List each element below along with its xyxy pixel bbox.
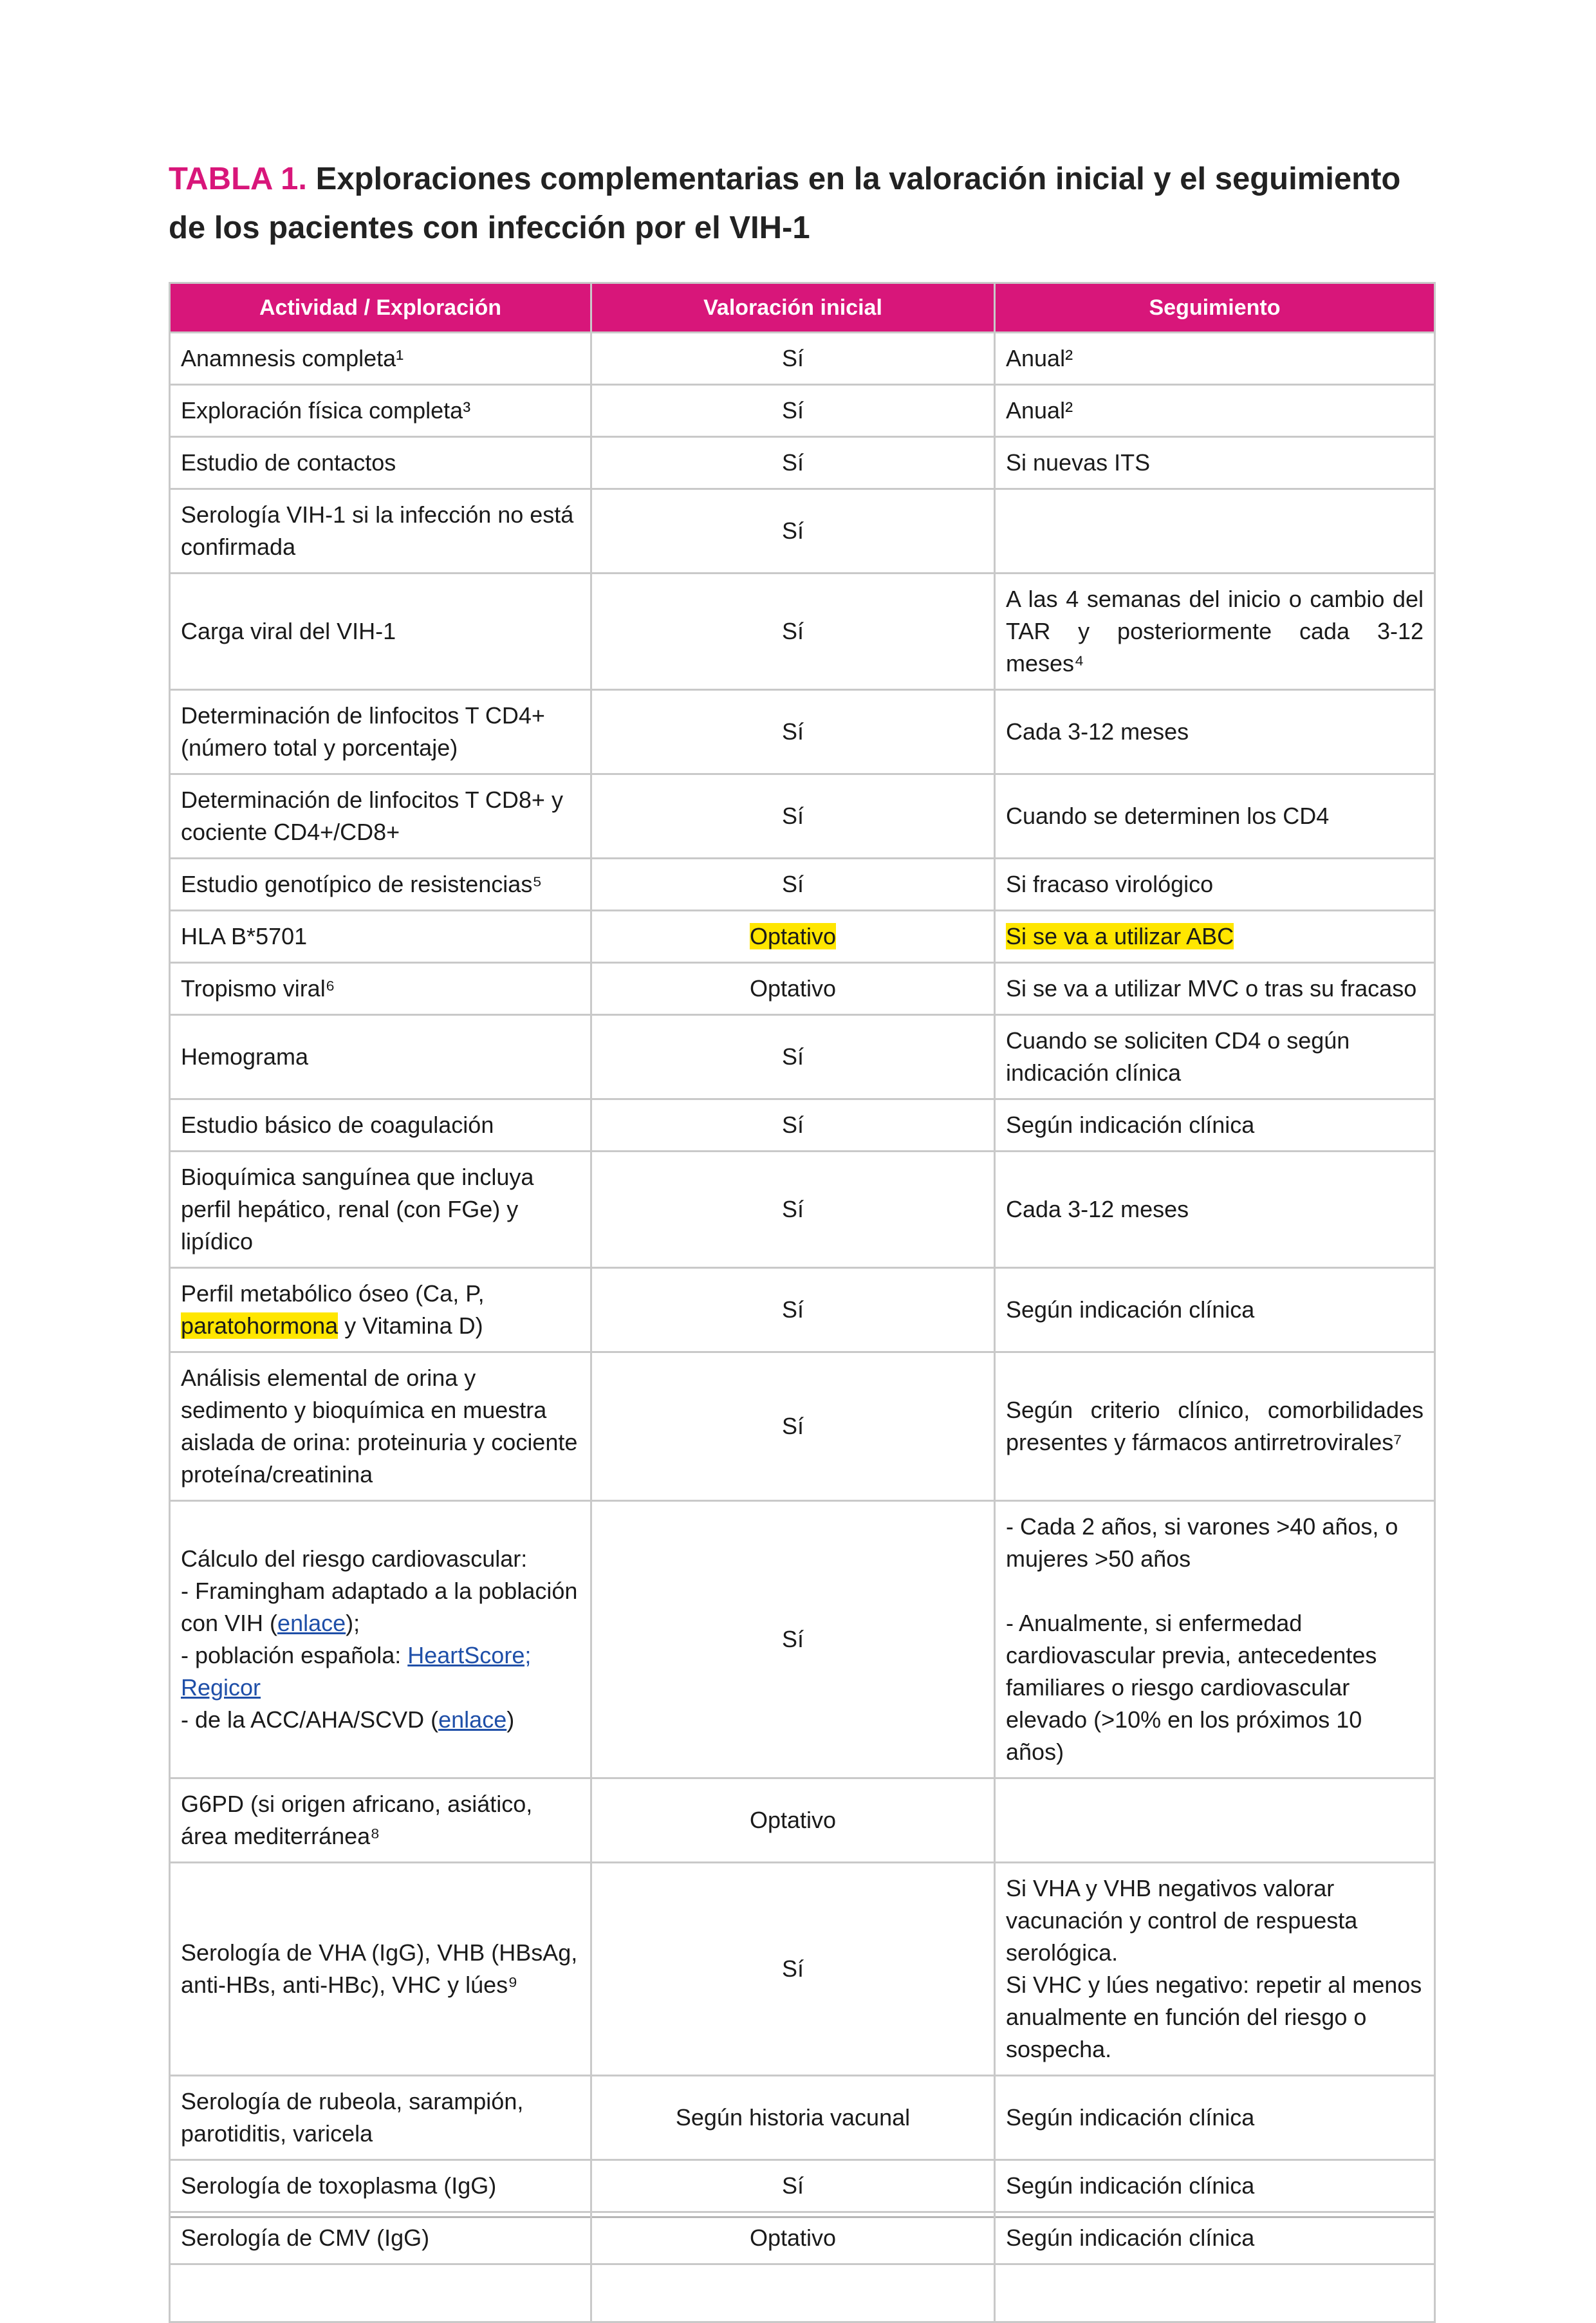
- cell-inicial: Sí: [591, 489, 995, 574]
- cell-text: Cálculo del riesgo cardiovascular:: [181, 1545, 528, 1572]
- highlighted-text: paratohormona: [181, 1312, 339, 1339]
- cell-inicial: Sí: [591, 574, 995, 690]
- cell-inicial: Sí: [591, 2160, 995, 2212]
- highlighted-text: Si se va a utilizar ABC: [1006, 923, 1234, 949]
- cell-text: - Cada 2 años, si varones >40 años, o mujeres >50 años: [1006, 1513, 1398, 1572]
- cell-inicial: Sí: [591, 1501, 995, 1778]
- table-row: [170, 1352, 1435, 1501]
- table-row: [170, 963, 1435, 1015]
- header-seguimiento: Seguimiento: [995, 283, 1435, 333]
- table-row: [170, 1778, 1435, 1863]
- cell-seguimiento: Según criterio clínico, comorbilidades presentes y fármacos antirretrovirales⁷: [995, 1352, 1435, 1501]
- table-row: [170, 2212, 1435, 2264]
- cell-text: ): [506, 1706, 515, 1733]
- cell-inicial: Sí: [591, 1152, 995, 1268]
- table-row: [170, 859, 1435, 911]
- enlace-link[interactable]: enlace: [277, 1610, 346, 1636]
- cell-actividad: Tropismo viral⁶: [170, 963, 591, 1015]
- table-row: [170, 1268, 1435, 1352]
- cell-inicial: Sí: [591, 437, 995, 489]
- cell-text: - Anualmente, si enfermedad cardiovascular previa, antecedentes familiares o riesgo cardiovascular elevado (>10% en los próximos 10 años): [1006, 1610, 1377, 1765]
- table-row: [170, 2160, 1435, 2212]
- cell-actividad: Anamnesis completa¹: [170, 333, 591, 385]
- cell-inicial: Optativo: [591, 963, 995, 1015]
- enlace-link[interactable]: enlace: [438, 1706, 507, 1733]
- cell-actividad: Determinación de linfocitos T CD8+ y cociente CD4+/CD8+: [170, 774, 591, 859]
- cell-seguimiento: Si se va a utilizar MVC o tras su fracaso: [995, 963, 1435, 1015]
- cell-inicial: Según historia vacunal: [591, 2076, 995, 2160]
- table-row: [170, 2076, 1435, 2160]
- cell-text: y Vitamina D): [344, 1312, 483, 1339]
- cell-actividad: Estudio genotípico de resistencias⁵: [170, 859, 591, 911]
- cell-seguimiento: [995, 911, 1435, 963]
- explorations-table: [169, 282, 1436, 2323]
- cell-text: - de la ACC/AHA/SCVD (: [181, 1706, 439, 1733]
- cell-actividad: [170, 1268, 591, 1352]
- cell-actividad: Serología de toxoplasma (IgG): [170, 2160, 591, 2212]
- cell-seguimiento: Según indicación clínica: [995, 2160, 1435, 2212]
- cell-seguimiento: Cada 3-12 meses: [995, 1152, 1435, 1268]
- cell-inicial: Sí: [591, 774, 995, 859]
- cell-seguimiento: Cada 3-12 meses: [995, 690, 1435, 774]
- table-row: [170, 1015, 1435, 1099]
- cell-inicial: Sí: [591, 1015, 995, 1099]
- cell-actividad: Serología de CMV (IgG): [170, 2212, 591, 2264]
- cell-inicial: Optativo: [591, 1778, 995, 1863]
- cell-inicial: [591, 911, 995, 963]
- cell-text: Si VHA y VHB negativos valorar vacunación y control de respuesta serológica.: [1006, 1875, 1358, 1966]
- table-row: [170, 911, 1435, 963]
- cell-text: Perfil metabólico óseo (Ca, P,: [181, 1280, 485, 1307]
- cell-text: - población española:: [181, 1642, 402, 1668]
- highlighted-text: Optativo: [749, 923, 837, 949]
- cell-seguimiento: [995, 1863, 1435, 2076]
- cell-actividad: Estudio de contactos: [170, 437, 591, 489]
- cell-inicial: Sí: [591, 859, 995, 911]
- cell-inicial: Sí: [591, 1863, 995, 2076]
- cell-inicial: Optativo: [591, 2212, 995, 2264]
- cell-actividad: G6PD (si origen africano, asiático, área mediterránea⁸: [170, 1778, 591, 1863]
- header-actividad: Actividad / Exploración: [170, 283, 591, 333]
- cell-inicial: Sí: [591, 385, 995, 437]
- cell-text: - Framingham adaptado a la población con VIH (: [181, 1578, 578, 1636]
- cell-inicial: Sí: [591, 690, 995, 774]
- cell-actividad: HLA B*5701: [170, 911, 591, 963]
- cell-inicial: Sí: [591, 333, 995, 385]
- table-row: [170, 437, 1435, 489]
- cell-actividad: Determinación de linfocitos T CD4+ (número total y porcentaje): [170, 690, 591, 774]
- table-row: [170, 574, 1435, 690]
- table-title: [169, 154, 1434, 252]
- heartscore-regicor-link[interactable]: HeartScore; Regicor: [181, 1642, 532, 1701]
- cell-seguimiento: Si fracaso virológico: [995, 859, 1435, 911]
- cell-inicial: Sí: [591, 1352, 995, 1501]
- cell-seguimiento: Según indicación clínica: [995, 1099, 1435, 1152]
- table-container: [169, 282, 1434, 2251]
- table-row: [170, 333, 1435, 385]
- cell-actividad: Bioquímica sanguínea que incluya perfil hepático, renal (con FGe) y lipídico: [170, 1152, 591, 1268]
- document-page: [169, 154, 1434, 2251]
- header-row: [170, 283, 1435, 333]
- table-row: [170, 1863, 1435, 2076]
- cell-seguimiento: Cuando se soliciten CD4 o según indicación clínica: [995, 1015, 1435, 1099]
- header-valoracion-inicial: Valoración inicial: [591, 283, 995, 333]
- cell-actividad: Serología VIH-1 si la infección no está confirmada: [170, 489, 591, 574]
- cell-seguimiento: Según indicación clínica: [995, 1268, 1435, 1352]
- cell-inicial: Sí: [591, 1268, 995, 1352]
- table-row: [170, 774, 1435, 859]
- table-row: [170, 1099, 1435, 1152]
- table-caption: Exploraciones complementarias en la valoración inicial y el seguimiento de los pacientes con infección por el VIH-1: [169, 162, 1401, 245]
- cell-actividad: Estudio básico de coagulación: [170, 1099, 591, 1152]
- cell-actividad: Hemograma: [170, 1015, 591, 1099]
- cell-actividad: Carga viral del VIH-1: [170, 574, 591, 690]
- table-row-cut-off: [170, 2264, 1435, 2322]
- cell-seguimiento: A las 4 semanas del inicio o cambio del TAR y posteriormente cada 3-12 meses⁴: [995, 574, 1435, 690]
- table-row: [170, 690, 1435, 774]
- cell-seguimiento: [995, 1501, 1435, 1778]
- cell-seguimiento: Anual²: [995, 385, 1435, 437]
- cell-text: Si VHC y lúes negativo: repetir al menos anualmente en función del riesgo o sospecha.: [1006, 1972, 1422, 2062]
- cell-text: );: [346, 1610, 360, 1636]
- table-row: [170, 1501, 1435, 1778]
- cell-seguimiento: [995, 489, 1435, 574]
- table-row: [170, 385, 1435, 437]
- cell-actividad: Serología de rubeola, sarampión, parotiditis, varicela: [170, 2076, 591, 2160]
- cell-actividad: [170, 1501, 591, 1778]
- cell-actividad: Análisis elemental de orina y sedimento y bioquímica en muestra aislada de orina: proteinuria y cociente proteína/creatinina: [170, 1352, 591, 1501]
- cell-seguimiento: Según indicación clínica: [995, 2076, 1435, 2160]
- cell-seguimiento: Según indicación clínica: [995, 2212, 1435, 2264]
- cell-seguimiento: Si nuevas ITS: [995, 437, 1435, 489]
- cell-seguimiento: [995, 1778, 1435, 1863]
- cell-inicial: Sí: [591, 1099, 995, 1152]
- cell-actividad: Exploración física completa³: [170, 385, 591, 437]
- cell-seguimiento: Cuando se determinen los CD4: [995, 774, 1435, 859]
- table-row: [170, 1152, 1435, 1268]
- cell-seguimiento: Anual²: [995, 333, 1435, 385]
- table-label: TABLA 1.: [169, 162, 308, 196]
- table-row: [170, 489, 1435, 574]
- cell-actividad: Serología de VHA (IgG), VHB (HBsAg, anti-HBs, anti-HBc), VHC y lúes⁹: [170, 1863, 591, 2076]
